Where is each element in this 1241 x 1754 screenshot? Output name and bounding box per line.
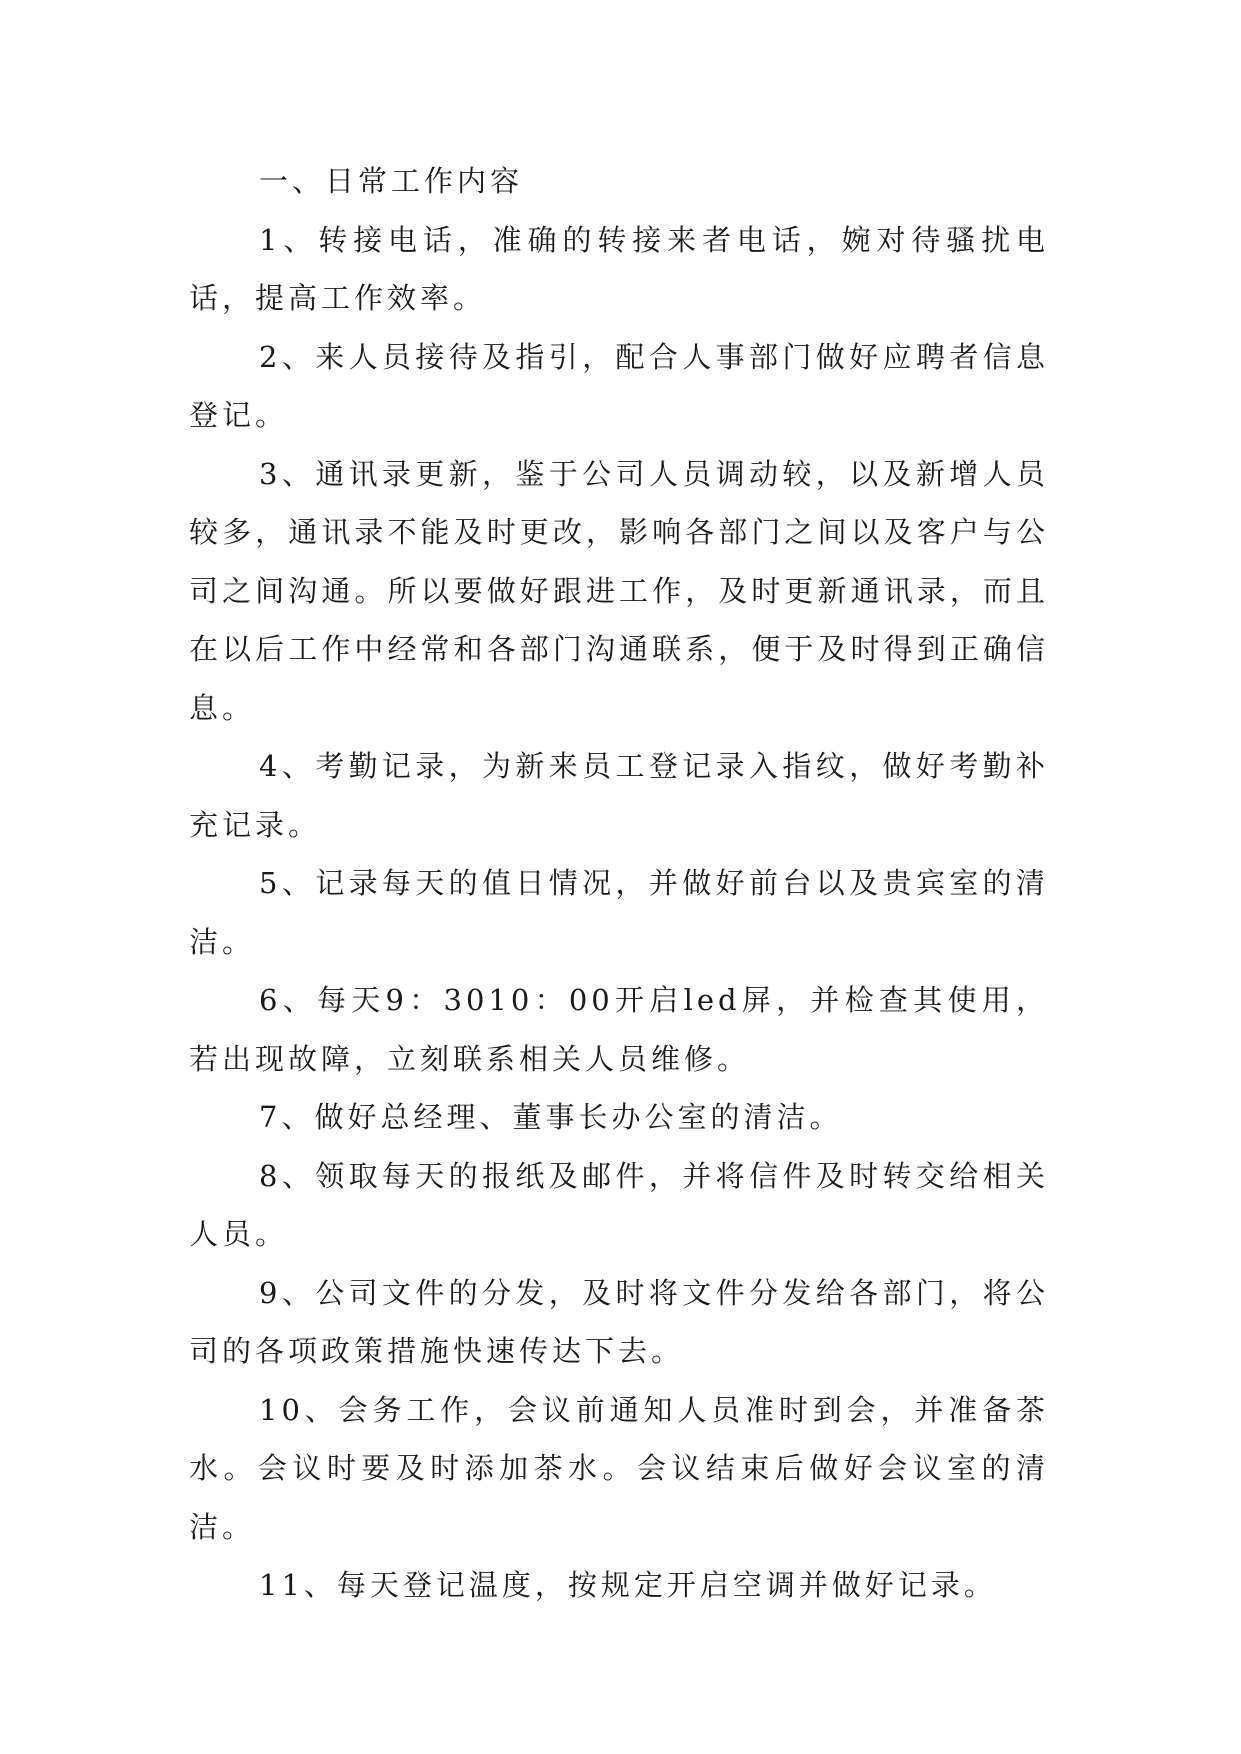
list-item: 5、记录每天的值日情况，并做好前台以及贵宾室的清洁。 [189, 866, 1049, 959]
document-body [189, 152, 1049, 1615]
list-item: 1、转接电话，准确的转接来者电话，婉对待骚扰电话，提高工作效率。 [189, 222, 1049, 315]
list-item: 8、领取每天的报纸及邮件，并将信件及时转交给相关人员。 [189, 1158, 1049, 1251]
list-item: 9、公司文件的分发，及时将文件分发给各部门，将公司的各项政策措施快速传达下去。 [189, 1275, 1049, 1368]
list-item: 6、每天9：3010：00开启led屏，并检查其使用，若出现故障，立刻联系相关人员维修。 [189, 983, 1049, 1076]
list-item: 3、通讯录更新，鉴于公司人员调动较，以及新增人员较多，通讯录不能及时更改，影响各部门之间以及客户与公司之间沟通。所以要做好跟进工作，及时更新通讯录，而且在以后工作中经常和各部门沟通联系，便于及时得到正确信息。 [189, 456, 1049, 725]
list-item: 2、来人员接待及指引，配合人事部门做好应聘者信息登记。 [189, 339, 1049, 432]
list-item: 4、考勤记录，为新来员工登记录入指纹，做好考勤补充记录。 [189, 749, 1049, 842]
list-item: 10、会务工作，会议前通知人员准时到会，并准备茶水。会议时要及时添加茶水。会议结束后做好会议室的清洁。 [189, 1392, 1049, 1544]
section-heading: 一、日常工作内容 [259, 164, 524, 198]
list-item: 7、做好总经理、董事长办公室的清洁。 [259, 1100, 843, 1134]
list-item: 11、每天登记温度，按规定开启空调并做好记录。 [259, 1568, 997, 1602]
